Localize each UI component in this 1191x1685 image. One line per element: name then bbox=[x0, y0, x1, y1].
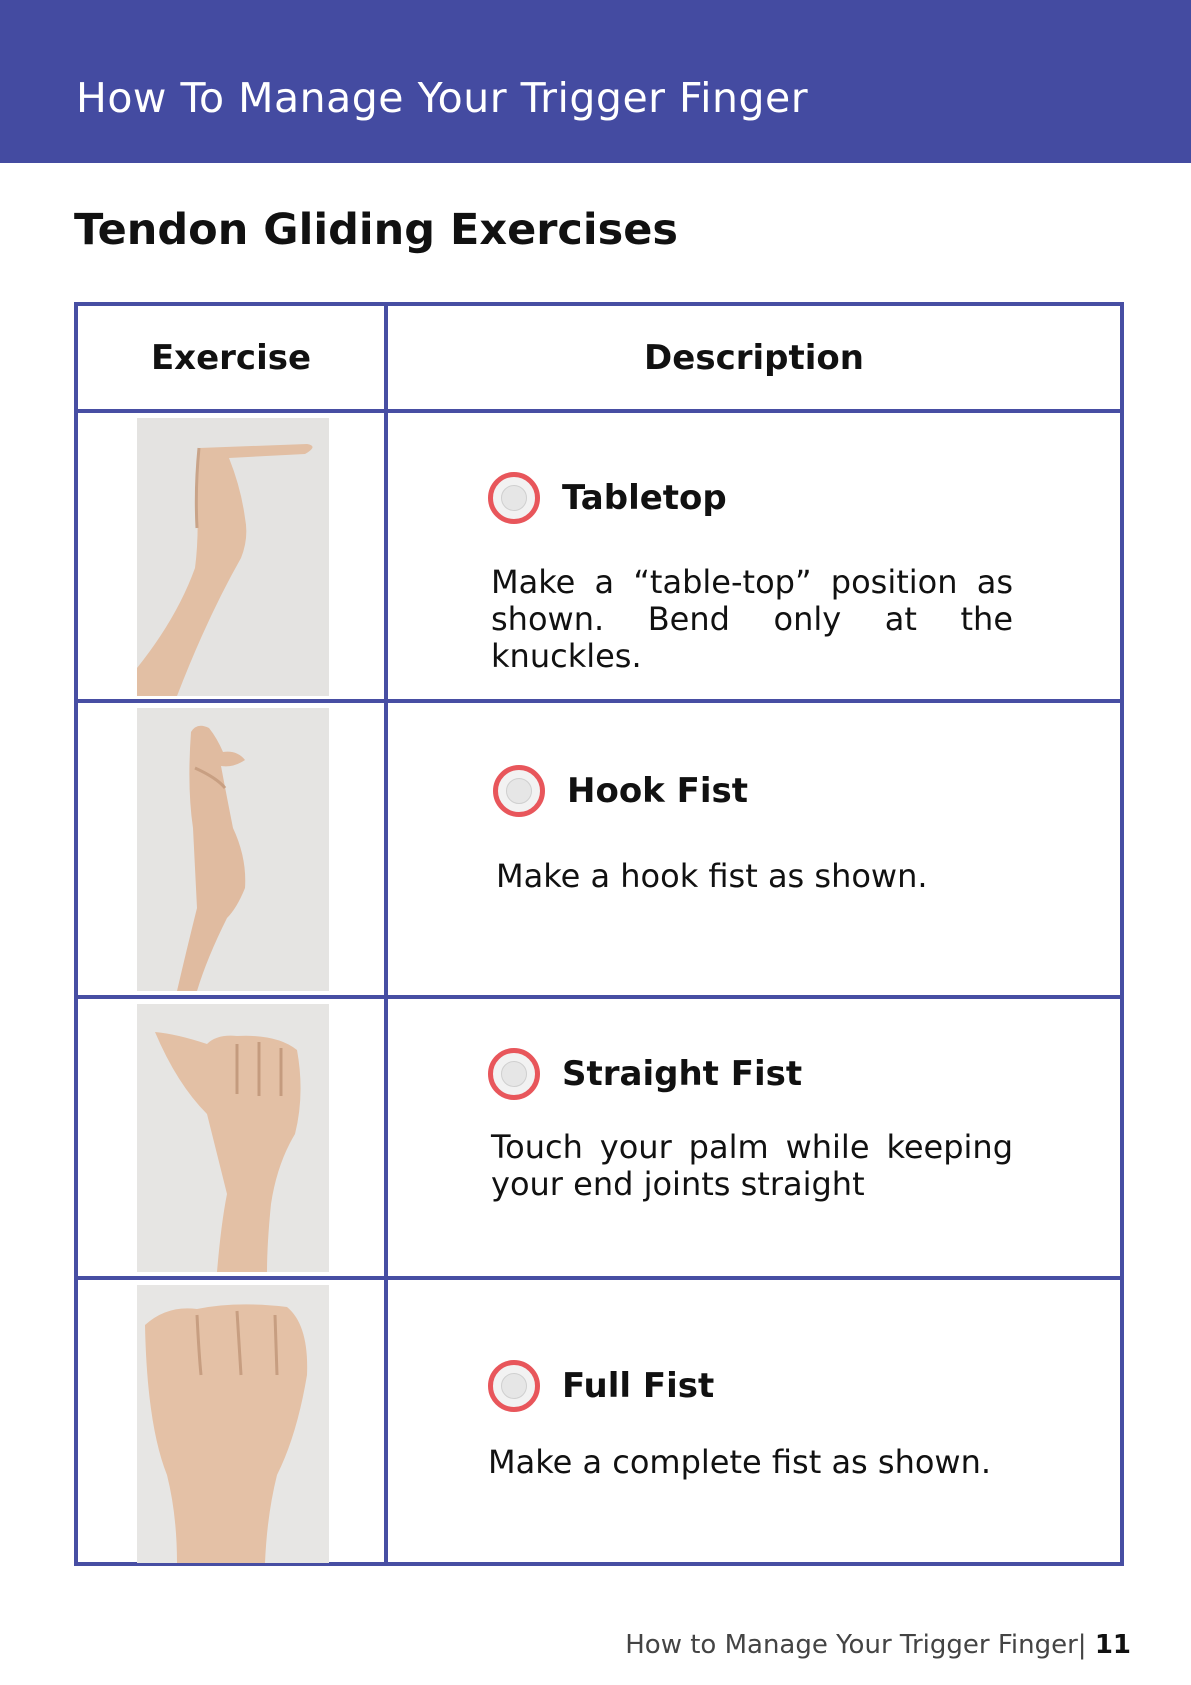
exercise-title: Full Fist bbox=[562, 1366, 715, 1406]
page-number: 11 bbox=[1094, 1630, 1131, 1660]
bullet-icon bbox=[493, 765, 545, 817]
exercise-table bbox=[74, 302, 1124, 1566]
hook-fist-photo bbox=[137, 708, 329, 991]
column-divider bbox=[384, 306, 388, 1562]
exercise-title: Hook Fist bbox=[567, 771, 748, 811]
bullet-icon bbox=[488, 1360, 540, 1412]
header-description: Description bbox=[644, 337, 864, 378]
exercise-title-row bbox=[488, 472, 727, 524]
exercise-title: Tabletop bbox=[562, 478, 727, 518]
exercise-title: Straight Fist bbox=[562, 1054, 803, 1094]
section-title: Tendon Gliding Exercises bbox=[74, 205, 679, 255]
header-exercise: Exercise bbox=[150, 337, 312, 378]
full-fist-photo bbox=[137, 1285, 329, 1563]
straight-fist-photo bbox=[137, 1004, 329, 1272]
row-divider bbox=[78, 699, 1120, 703]
page-footer bbox=[625, 1630, 1131, 1660]
exercise-description: Make a complete fist as shown. bbox=[488, 1443, 992, 1481]
tabletop-photo bbox=[137, 418, 329, 696]
row-divider bbox=[78, 995, 1120, 999]
bullet-icon bbox=[488, 472, 540, 524]
exercise-description: Make a hook fist as shown. bbox=[496, 857, 928, 895]
bullet-icon bbox=[488, 1048, 540, 1100]
footer-text: How to Manage Your Trigger Finger| bbox=[625, 1630, 1087, 1660]
row-divider bbox=[78, 1276, 1120, 1280]
exercise-title-row bbox=[488, 1048, 802, 1100]
row-divider bbox=[78, 409, 1120, 413]
document-title: How To Manage Your Trigger Finger bbox=[76, 74, 809, 122]
exercise-description: Touch your palm while keeping your end joints straight bbox=[491, 1128, 1013, 1203]
exercise-title-row bbox=[493, 765, 748, 817]
exercise-description: Make a “table-top” position as shown. Bend only at the knuckles. bbox=[491, 563, 1013, 675]
exercise-title-row bbox=[488, 1360, 714, 1412]
header-banner bbox=[0, 0, 1191, 163]
